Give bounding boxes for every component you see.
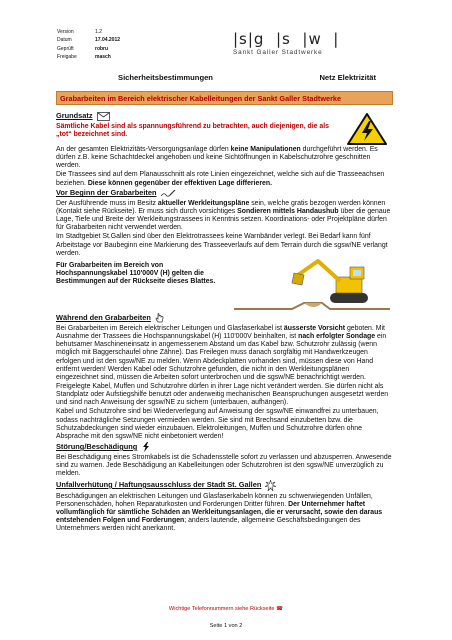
header-left: Sicherheitsbestimmungen xyxy=(118,73,213,82)
hand-pointing-icon xyxy=(155,313,164,323)
document-body xyxy=(56,112,393,534)
section-unfall: Unfallverhütung / Haftungsausschluss der Stadt St. Gallen Beschädigungen an elektrischen Leitungen und Glasfaserkabeln können zu schwerwiegenden Unfällen, Personenschäden, hohen Reparaturkosten und Forderungen Dritter führen. Der Unternehmer haftet vollumfänglich für sämtliche Schäden an Werkleitungsanlagen, die er verursacht, sowie den daraus entstehenden Folgen und Forderungen; anders lautende, allgemeine Geschäftsbedingungen des Unternehmers werden nicht anerkannt. xyxy=(56,480,393,534)
section-title: Unfallverhütung / Haftungsausschluss der Stadt St. Gallen xyxy=(56,480,393,491)
warning-text: Sämtliche Kabel sind als spannungsführend zu betrachten, auch diejenigen, die als „tot“ bezeichnet sind. xyxy=(56,123,330,139)
section-stoerung: Störung/Beschädigung Bei Beschädigung eines Stromkabels ist die Schadensstelle sofort zu verlassen und abzusperren. Anwesende sind zu warnen. Jede Beschädigung an Kabelleitungen oder Schutzrohren ist den sgsw/NE unverzüglich zu melden. xyxy=(56,441,392,478)
section-title: Während den Grabarbeiten xyxy=(56,313,393,323)
document-meta: Version 1.2 Datum 17.04.2012 Geprüft robru Freigabe masch xyxy=(57,29,121,61)
pen-writing-icon xyxy=(160,189,176,198)
section-vor-beginn: Vor Beginn der Grabarbeiten Der Ausführende muss im Besitz aktueller Werkleitungspläne sein, welche gratis bezogen werden können (Kontakt siehe Rückseite). Er muss sich durch vorsichtiges Sondieren mittels Handaushub über die genaue Lage, Tiefe und Breite der Werkleitungstrassees in Kenntnis setzen. Koordinations- oder Projektpläne dürfen für Grabarbeiten nicht verwendet werden. Im Stadtgebiet St.Gallen sind über den Elektrotrassees keine Warnbänder verlegt. Bei Bedarf kann fünf Arbeitstage vor Baubeginn eine Markierung des Trasseeverlaufs auf dem Terrain durch die sgsw/NE verlangt werden. Für Grabarbeiten im Bereich von Hochspannungskabel 110'000V (H) gelten die Bestimmungen auf der Rückseite dieses Blattes. xyxy=(56,189,393,313)
excavator-illustration xyxy=(232,253,392,313)
logo-subtitle: Sankt Galler Stadtwerke xyxy=(233,49,323,56)
logo-mark: |s|g |s |w | xyxy=(233,30,340,48)
section-title: Vor Beginn der Grabarbeiten xyxy=(56,189,393,198)
section-waehrend: Während den Grabarbeiten Bei Grabarbeiten im Bereich elektrischer Leitungen und Glasfaserkabel ist äusserste Vorsicht geboten. Mit Ausnahme der Trassees die Hochspannungskabel (H) 110'000V beinhalten, ist nach erfolgter Sondage ein behutsamer Maschineneinsatz in angemessenem Abstand um das Kabel bzw. Schutzrohr zulässig (wenn möglich mit Baggerschaufel ohne Zähne). Das Freilegen muss danach sorgfältig mit Handwerkzeugen erfolgen und ist den sgsw/NE zu melden. Wenn Abdeckplatten vorhanden sind, müssen diese von Hand entfernt werden! Werden Kabel oder Schutzrohre gefunden, die nicht in den Werkleitungsplänen eingezeichnet sind, müssen die Arbeiten sofort unterbrochen und die sgsw/NE benachrichtigt werden. Freigelegte Kabel, Muffen und Schutzrohre dürfen in ihrer Lage nicht verändert werden. Sie dürfen nicht als Standplatz oder Aufstiegshilfe benutzt oder anderweitig mechanischen Beanspruchungen ausgesetzt werden und sind nach Anweisung der sgsw/NE zu sichern (unterbauen, aufhängen). Kabel und Schutzrohre sind bei Wiederverlegung auf Anweisung der sgsw/NE einwandfrei zu unterbauen, sodass nachträgliche Setzungen vermieden werden. Sie sind mit Brechsand einzubetten bzw. die Schutzabdeckungen sind wieder einzubauen. Elektroleitungen, Muffen und Schutzrohre dürfen ohne Absprache mit den sgsw/NE nicht einbetoniert werden! xyxy=(56,313,393,441)
hv-notice: Für Grabarbeiten im Bereich von Hochspannungskabel 110'000V (H) gelten die Bestimmungen auf der Rückseite dieses Blattes. xyxy=(56,261,216,286)
high-voltage-warning-icon xyxy=(346,112,388,146)
lightning-icon xyxy=(141,442,150,452)
page-number: Seite 1 von 2 xyxy=(209,623,243,629)
section-title: Grundsatz xyxy=(56,112,338,121)
title-banner: Grabarbeiten im Bereich elektrischer Kabelleitungen der Sankt Galler Stadtwerke xyxy=(56,91,393,105)
envelope-icon xyxy=(97,112,110,121)
section-grundsatz: Grundsatz Sämtliche Kabel sind als spannungsführend zu betrachten, auch diejenigen, die als „tot“ bezeichnet sind. An der gesamten Elektrizitäts-Versorgungsanlage dürfen keine Manipulationen durchgeführt werden. Es dürfen z.B. keine Schachtdeckel angehoben und keine Sichtöffnungen in Kabelschutzrohre geschnitten werden. Die Trassees sind auf dem Planausschnitt als rote Linien eingezeichnet, welche sich auf die Trasseeachsen beziehen. Diese können gegenüber der effektiven Lage differieren. xyxy=(56,112,393,188)
sgsw-logo xyxy=(233,30,339,56)
document-header xyxy=(118,73,376,82)
explosion-icon xyxy=(265,480,276,491)
phone-numbers-note: Wichtige Telefonnummern siehe Rückseite ☎ xyxy=(168,606,284,612)
header-right: Netz Elektrizität xyxy=(319,73,376,82)
section-title: Störung/Beschädigung xyxy=(56,442,393,452)
